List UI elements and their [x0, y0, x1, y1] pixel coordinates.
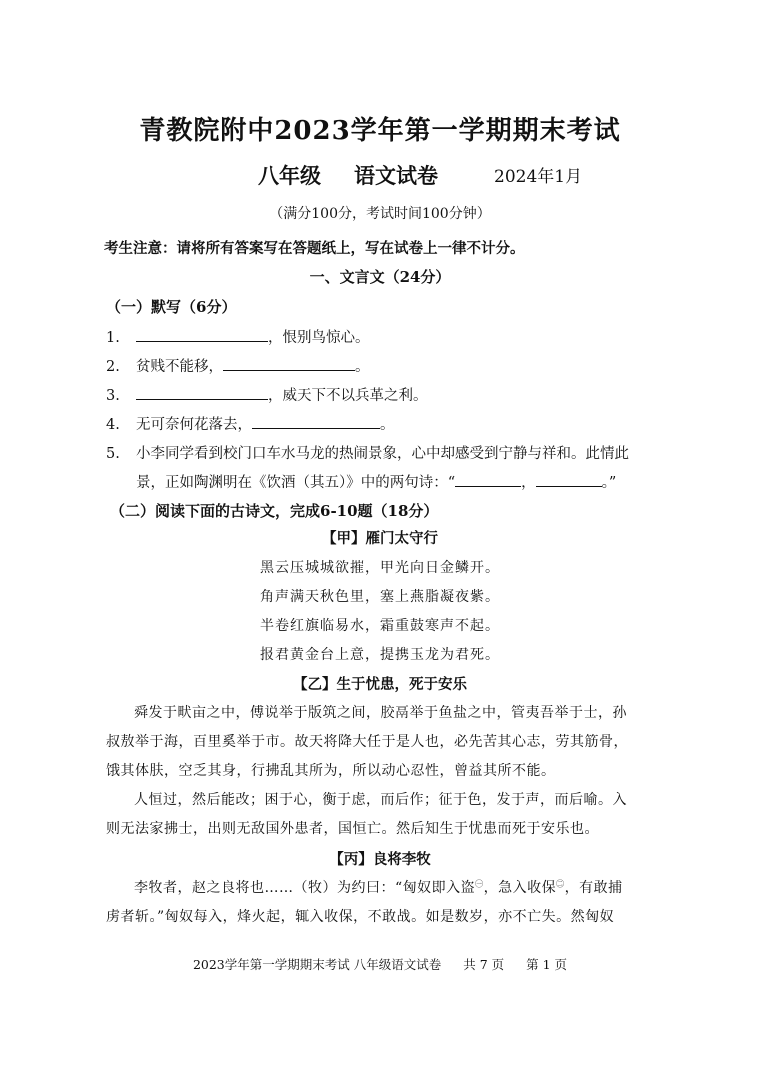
footnote-marker: ㊁	[556, 879, 565, 889]
footnote-marker: ㊀	[475, 879, 484, 889]
passage-text: ，急入收保	[483, 880, 557, 896]
poem-line: 黑云压城城欲摧，甲光向日金鳞开。	[260, 560, 500, 576]
footer-total-pages: 共 7 页	[463, 957, 505, 972]
question-number: 2.	[106, 359, 120, 375]
page-footer	[0, 955, 760, 973]
passage-text: 李牧者，赵之良将也……（牧）为约曰：“匈奴即入盗	[134, 880, 476, 896]
passage-line: 舜发于畎亩之中，傅说举于版筑之间，胶鬲举于鱼盐之中，管夷吾举于士，孙	[134, 705, 627, 721]
subject-label: 语文试卷	[354, 163, 438, 188]
poem-title: 【甲】雁门太守行	[322, 530, 438, 547]
question-item	[106, 413, 395, 434]
question-text: 景，正如陶渊明在《饮酒（其五）》中的两句诗：“	[136, 475, 456, 491]
question-continuation	[136, 471, 616, 492]
question-text: ，	[521, 475, 536, 491]
part-title: （二）阅读下面的古诗文，完成6-10题（18分）	[110, 502, 439, 520]
question-number: 3.	[106, 388, 120, 404]
question-text: 。”	[601, 475, 617, 491]
answer-blank	[455, 471, 521, 487]
poem-line: 半卷红旗临易水，霜重鼓寒声不起。	[260, 618, 500, 634]
part-title: （一）默写（6分）	[106, 298, 237, 316]
passage-line: 叔敖举于海，百里奚举于市。故天将降大任于是人也，必先苦其心志，劳其筋骨，	[106, 734, 628, 750]
passage-line: 饿其体肤，空乏其身，行拂乱其所为，所以动心忍性，曾益其所不能。	[106, 763, 556, 779]
question-number: 1.	[106, 330, 120, 346]
question-text: ，恨别鸟惊心。	[268, 330, 370, 346]
answer-blank	[252, 413, 380, 429]
question-text: ，威天下不以兵革之利。	[268, 388, 428, 404]
answer-blank	[136, 384, 268, 400]
question-item	[106, 442, 629, 463]
answer-blank	[536, 471, 602, 487]
passage-text: ，有敢捕	[564, 880, 623, 896]
question-number: 4.	[106, 417, 120, 433]
question-text: 。	[380, 417, 395, 433]
question-text: 贫贱不能移，	[136, 359, 223, 375]
question-text: 无可奈何花落去，	[136, 417, 252, 433]
question-text: 小李同学看到校门口车水马龙的热闹景象，心中却感受到宁静与祥和。此情此	[136, 446, 629, 462]
passage-title: 【丙】良将李牧	[329, 851, 431, 868]
footer-page-number: 第 1 页	[526, 957, 568, 972]
question-text: 。	[355, 359, 370, 375]
grade-label: 八年级	[258, 163, 321, 188]
answer-blank	[223, 355, 355, 371]
exam-title: 青教院附中2023学年第一学期期末考试	[139, 116, 621, 146]
question-item	[106, 384, 428, 405]
passage-line: 虏者斩。”匈奴每入，烽火起，辄入收保，不敢战。如是数岁，亦不亡失。然匈奴	[106, 909, 615, 925]
subtitle-row	[0, 160, 760, 190]
section-title: 一、文言文（24分）	[309, 268, 451, 286]
poem-line: 角声满天秋色里，塞上燕脂凝夜紫。	[260, 589, 500, 605]
question-number: 5.	[106, 446, 120, 462]
exam-date: 2024年1月	[494, 167, 583, 187]
score-info: （满分100分，考试时间100分钟）	[269, 206, 491, 222]
passage-title: 【乙】生于忧患，死于安乐	[293, 676, 467, 693]
passage-line: 则无法家拂士，出则无敌国外患者，国恒亡。然后知生于忧患而死于安乐也。	[106, 821, 599, 837]
candidate-notice: 考生注意：请将所有答案写在答题纸上，写在试卷上一律不计分。	[104, 240, 525, 257]
footer-exam-name: 2023学年第一学期期末考试 八年级语文试卷	[192, 957, 442, 972]
answer-blank	[136, 326, 268, 342]
question-item	[106, 326, 370, 347]
question-item	[106, 355, 370, 376]
poem-line: 报君黄金台上意，提携玉龙为君死。	[260, 647, 500, 663]
passage-line: 人恒过，然后能改；困于心，衡于虑，而后作；征于色，发于声，而后喻。入	[134, 792, 627, 808]
passage-line	[134, 877, 623, 897]
